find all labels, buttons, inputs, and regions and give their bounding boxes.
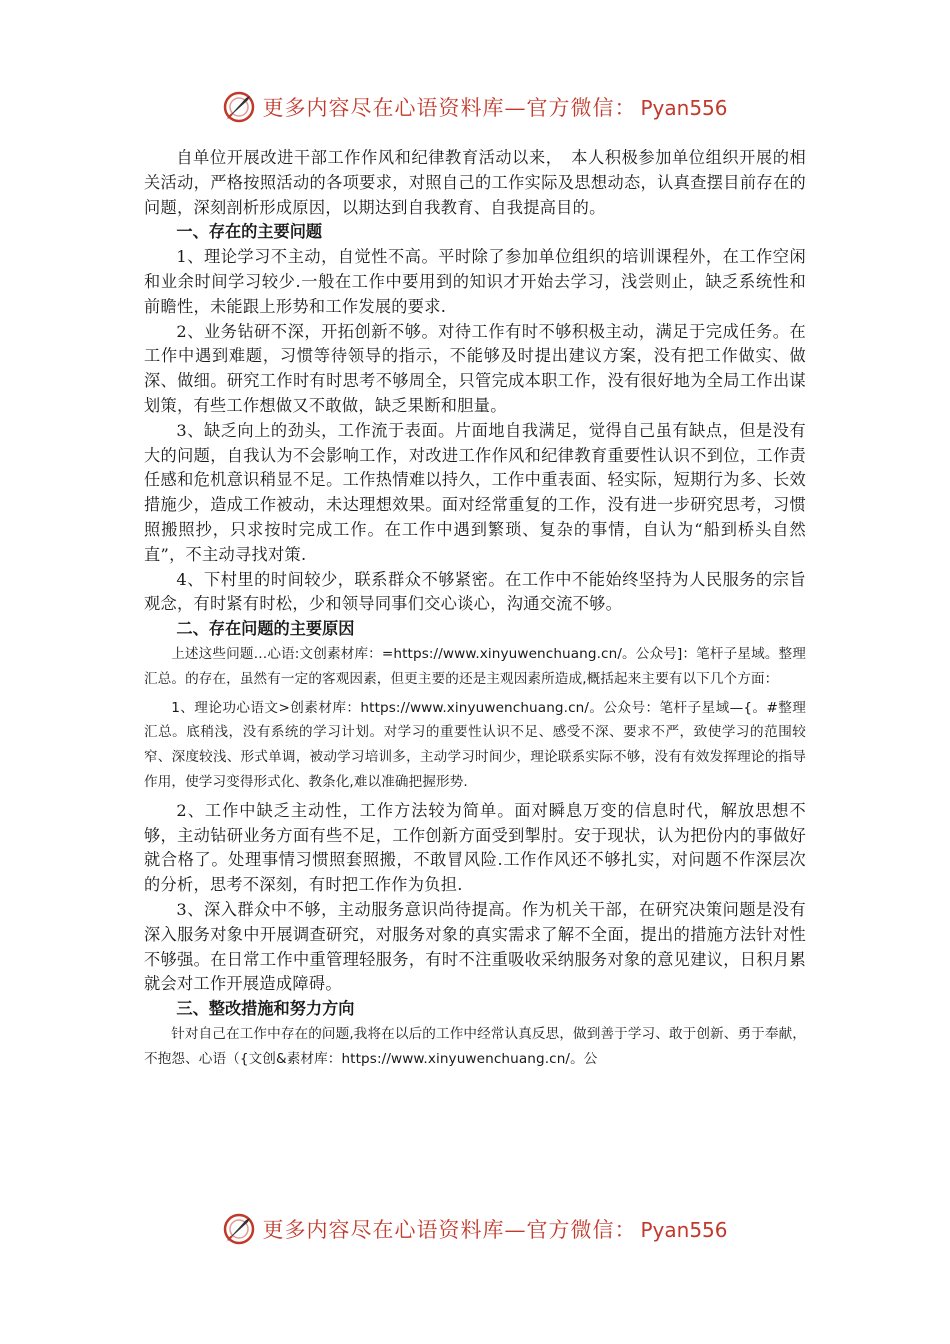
section-heading-1: 一、存在的主要问题 [176, 222, 323, 242]
quill-logo-icon [222, 1212, 256, 1246]
header-banner [0, 84, 950, 130]
banner-label: 更多内容尽在心语资料库—官方微信： [262, 1218, 637, 1242]
wechat-id: Pyan556 [640, 1218, 728, 1242]
paragraph: 1、理论功心语文>创素材库：https://www.xinyuwenchuang.cn/。公众号：笔杆子星域—{。#整理汇总。底稍浅，没有系统的学习计划。对学习的重要性认识不足、感受不深、要求不严，致使学习的范围较窄、深度较浅、形式单调，被动学习培训多，主动学习时间少，理论联系实际不够，没有有效发挥理论的指导作用，使学习变得形式化、教条化,难以准确把握形势. [144, 699, 806, 790]
paragraph: 3、深入群众中不够，主动服务意识尚待提高。作为机关干部，在研究决策问题是没有深入服务对象中开展调查研究，对服务对象的真实需求了解不全面，提出的措施方法针对性不够强。在日常工作中重管理轻服务，有时不注重吸收采纳服务对象的意见建议，日积月累就会对工作开展造成障碍。 [144, 899, 806, 994]
banner-text [262, 1214, 727, 1244]
banner-label: 更多内容尽在心语资料库—官方微信： [262, 96, 637, 120]
paragraph: 针对自己在工作中存在的问题,我将在以后的工作中经常认真反思，做到善于学习、敢于创新、勇于奉献，不抱怨、心语（{文创&素材库：https://www.xinyuwenchuang.cn/。公 [144, 1025, 806, 1067]
paragraph: 2、工作中缺乏主动性，工作方法较为简单。面对瞬息万变的信息时代，解放思想不够，主动钻研业务方面有些不足，工作创新方面受到掣肘。安于现状，认为把份内的事做好就合格了。处理事情习惯照套照搬，不敢冒风险.工作作风还不够扎实，对问题不作深层次的分析，思考不深刻，有时把工作作为负担. [144, 800, 806, 895]
quill-logo-icon [222, 90, 256, 124]
intro-paragraph: 自单位开展改进干部工作作风和纪律教育活动以来， 本人积极参加单位组织开展的相关活动，严格按照活动的各项要求，对照自己的工作实际及思想动态，认真查摆目前存在的问题，深刻剖析形成原因，以期达到自我教育、自我提高目的。 [144, 148, 806, 217]
section-heading-2: 二、存在问题的主要原因 [176, 619, 355, 639]
document-body [144, 146, 806, 1071]
banner-text [262, 92, 727, 122]
paragraph: 3、缺乏向上的劲头，工作流于表面。片面地自我满足，觉得自己虽有缺点，但是没有大的问题，自我认为不会影响工作，对改进工作作风和纪律教育重要性认识不到位，工作责任感和危机意识稍显不足。工作热情难以持久，工作中重表面、轻实际，短期行为多、长效措施少，造成工作被动，未达理想效果。面对经常重复的工作，没有进一步研究思考，习惯照搬照抄，只求按时完成工作。在工作中遇到繁琐、复杂的事情，自认为“船到桥头自然直”，不主动寻找对策. [144, 420, 806, 564]
wechat-id: Pyan556 [640, 96, 728, 120]
paragraph: 2、业务钻研不深，开拓创新不够。对待工作有时不够积极主动，满足于完成任务。在工作中遇到难题，习惯等待领导的指示，不能够及时提出建议方案，没有把工作做实、做深、做细。研究工作时有时思考不够周全，只管完成本职工作，没有很好地为全局工作出谋划策，有些工作想做又不敢做，缺乏果断和胆量。 [144, 321, 806, 415]
footer-banner [0, 1206, 950, 1252]
section-heading-3: 三、整改措施和努力方向 [176, 999, 355, 1019]
paragraph: 1、理论学习不主动，自觉性不高。平时除了参加单位组织的培训课程外，在工作空闲和业余时间学习较少.一般在工作中要用到的知识才开始去学习，浅尝则止，缺乏系统性和前瞻性，未能跟上形势和工作发展的要求. [144, 247, 806, 316]
paragraph: 4、下村里的时间较少，联系群众不够紧密。在工作中不能始终坚持为人民服务的宗旨观念，有时紧有时松，少和领导同事们交心谈心，沟通交流不够。 [144, 569, 806, 614]
paragraph: 上述这些问题…心语:文创素材库：=https://www.xinyuwenchuang.cn/。公众号]：笔杆子星域。整理汇总。的存在，虽然有一定的客观因素，但更主要的还是主观因素所造成,概括起来主要有以下几个方面： [144, 645, 806, 687]
